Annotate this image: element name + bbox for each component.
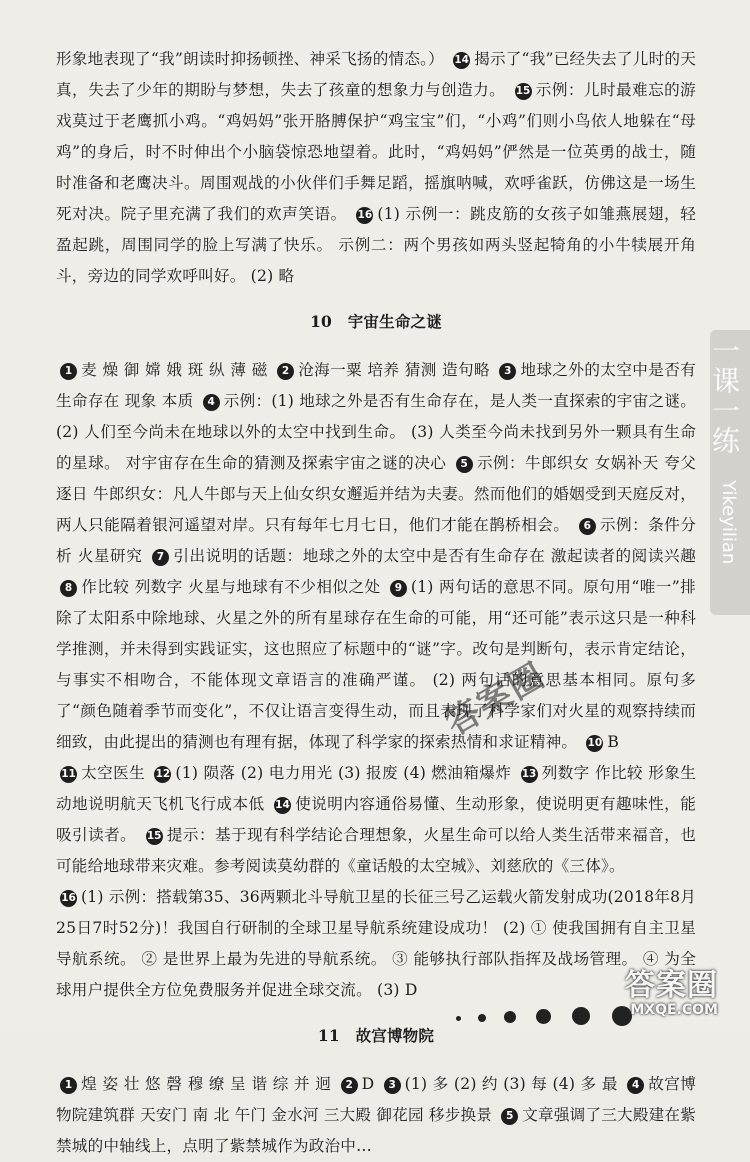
answer-text: 示例：儿时最难忘的游戏莫过于老鹰抓小鸡。“鸡妈妈”张开胳膊保护“鸡宝宝”们，“小鸡”们则小鸟依人地躲在“母鸡”的身后，时不时伸出个小脑袋惊恐地望着。此时，“鸡妈妈”俨然是一位英勇的战士，随时准备和老鹰决斗。周围观战的小伙伴们手舞足蹈，摇旗呐喊，欢呼雀跃，仿佛这是一场生死对决。院子里充满了我们的欢声笑语。 bbox=[56, 81, 696, 223]
answer-text: 太空医生 bbox=[81, 764, 151, 782]
answer-number-badge: 11 bbox=[60, 766, 77, 783]
answer-number-badge: 10 bbox=[586, 735, 603, 752]
answer-text: 故宫博物院建筑群 天安门 南 北 午门 金水河 三大殿 御花园 移步换景 bbox=[56, 1075, 696, 1124]
answer-text: D bbox=[361, 1075, 380, 1093]
answer-number-badge: 16 bbox=[356, 207, 373, 224]
answer-number-badge: 3 bbox=[499, 363, 516, 380]
answer-number-badge: 1 bbox=[60, 363, 77, 380]
answer-text: B bbox=[607, 733, 620, 751]
watermark-url: MXQE.COM bbox=[630, 1002, 718, 1018]
answer-number-badge: 16 bbox=[60, 890, 77, 907]
answer-text: (1) 示例一：跳皮筋的女孩子如雏燕展翅，轻盈起跳，周围同学的脸上写满了快乐。 示例二：两个男孩如两头竖起犄角的小牛犊展开角斗，旁边的同学欢呼叫好。 (2) 略 bbox=[56, 205, 696, 285]
answer-number-badge: 5 bbox=[501, 1108, 518, 1125]
answer-number-badge: 4 bbox=[627, 1077, 644, 1094]
answer-text: 使说明内容通俗易懂、生动形象，使说明更有趣味性，能吸引读者。 bbox=[56, 795, 696, 844]
continued-answers bbox=[56, 44, 696, 292]
answer-text: (1) 多 (2) 约 (3) 每 (4) 多 最 bbox=[404, 1075, 624, 1093]
section-title-11: 11 故宫博物院 bbox=[317, 1026, 435, 1045]
answer-text: 作比较 列数字 火星与地球有不少相似之处 bbox=[81, 578, 386, 596]
answer-number-badge: 8 bbox=[60, 580, 77, 597]
book-pinyin-vertical: Yikeyilian bbox=[718, 480, 739, 565]
answer-text: 引出说明的话题：地球之外的太空中是否有生命存在 激起读者的阅读兴趣 bbox=[172, 547, 696, 565]
answer-text: 煌 姿 壮 悠 磬 穆 缭 呈 谐 综 并 迥 bbox=[81, 1075, 337, 1093]
answer-content bbox=[56, 44, 696, 1162]
answer-text: 示例：条件分析 火星研究 bbox=[56, 516, 697, 565]
answer-number-badge: 5 bbox=[456, 456, 473, 473]
answer-number-badge: 4 bbox=[203, 394, 220, 411]
answer-text: 地球之外的太空中是否有生命存在 现象 本质 bbox=[56, 361, 697, 410]
answer-number-badge: 9 bbox=[390, 580, 407, 597]
answer-text: (1) 两句话的意思不同。原句用“唯一”排除了太阳系中除地球、火星之外的所有星球存在生命的可能，用“还可能”表示这只是一种科学推测，并未得到实践证实，这也照应了标题中的“谜”字。改句是判断句，表示肯定结论，与事实不相吻合，不能体现文章语言的准确严谨。 (2) 两句话的意思基本相同。原句多了“颜色随着季节而变化”，不仅让语言变得生动，而且表现了科学家们对火星的观察持续而细致，由此提出的猜测也有理有据，体现了科学家的探索热情和求证精神。 bbox=[56, 578, 696, 751]
answer-text: 揭示了“我”已经失去了儿时的天真，失去了少年的期盼与梦想，失去了孩童的想象力与创造力。 bbox=[56, 50, 696, 99]
corner-watermark bbox=[625, 970, 718, 1018]
answer-number-badge: 15 bbox=[146, 828, 163, 845]
answer-number-badge: 13 bbox=[521, 766, 538, 783]
book-side-tab bbox=[710, 330, 750, 615]
answer-text: 列数字 作比较 形象生动地说明航天飞机飞行成本低 bbox=[56, 764, 696, 813]
answer-number-badge: 1 bbox=[60, 1077, 77, 1094]
answer-number-badge: 6 bbox=[579, 518, 596, 535]
answer-text: 形象地表现了“我”朗读时抑扬顿挫、神采飞扬的情态。） bbox=[56, 50, 450, 68]
decoration-dot bbox=[504, 1011, 516, 1023]
answer-text: 麦 燥 御 嫦 娥 斑 纵 薄 磁 bbox=[81, 361, 274, 379]
section-title-10: 10 宇宙生命之谜 bbox=[310, 312, 442, 331]
answer-text: 沧海一粟 培养 猜测 造句略 bbox=[298, 361, 496, 379]
section-10-answers bbox=[56, 355, 696, 1006]
answer-text: 提示：基于现有科学结论合理想象，火星生命可以给人类生活带来福音，也可能给地球带来灾难。参考阅读莫幼群的《童话般的太空城》、刘慈欣的《三体》。 bbox=[56, 826, 696, 875]
answer-text: 文章强调了三大殿建在紫禁城的中轴线上，点明了紫禁城作为政治中… bbox=[56, 1106, 696, 1155]
answer-number-badge: 2 bbox=[341, 1077, 358, 1094]
answer-number-badge: 15 bbox=[515, 83, 532, 100]
section-11-answers bbox=[56, 1069, 696, 1162]
answer-number-badge: 14 bbox=[453, 52, 470, 69]
answer-text: 示例：(1) 地球之外是否有生命存在，是人类一直探索的宇宙之谜。 (2) 人们至今尚未在地球以外的太空中找到生命。 (3) 人类至今尚未找到另外一颗具有生命的星球。 对宇宙存在生命的猜测及探索宇宙之谜的决心 bbox=[56, 392, 696, 472]
answer-number-badge: 7 bbox=[152, 549, 169, 566]
center-watermark: 答案圈 bbox=[438, 655, 553, 744]
decoration-dot bbox=[456, 1016, 461, 1021]
answer-text: (1) 陨落 (2) 电力用光 (3) 报废 (4) 燃油箱爆炸 bbox=[175, 764, 517, 782]
book-title-vertical: 一课一练 bbox=[708, 336, 741, 456]
answer-number-badge: 2 bbox=[277, 363, 294, 380]
decoration-dot bbox=[536, 1009, 551, 1024]
decoration-dot bbox=[478, 1014, 486, 1022]
answer-text: (1) 示例：搭载第35、36两颗北斗导航卫星的长征三号乙运载火箭发射成功(2018年8月25日7时52分)！我国自行研制的全球卫星导航系统建设成功！ (2) ① 使我国拥有自主卫星导航系统。 ② 是世界上最为先进的导航系统。 ③ 能够执行部队指挥及战场管理。 ④ 为全球用户提供全方位免费服务并促进全球交流。 (3) D bbox=[56, 888, 696, 999]
answer-number-badge: 3 bbox=[384, 1077, 401, 1094]
answer-number-badge: 14 bbox=[274, 797, 291, 814]
answer-number-badge: 12 bbox=[154, 766, 171, 783]
watermark-title: 答案圈 bbox=[625, 968, 718, 1003]
answer-text: 示例：牛郎织女 女娲补天 夸父逐日 牛郎织女：凡人牛郎与天上仙女织女邂逅并结为夫妻。然而他们的婚姻受到天庭反对，两人只能隔着银河遥望对岸。只有每年七月七日，他们才能在鹊桥相会。 bbox=[56, 454, 696, 534]
decoration-dot bbox=[572, 1007, 590, 1025]
